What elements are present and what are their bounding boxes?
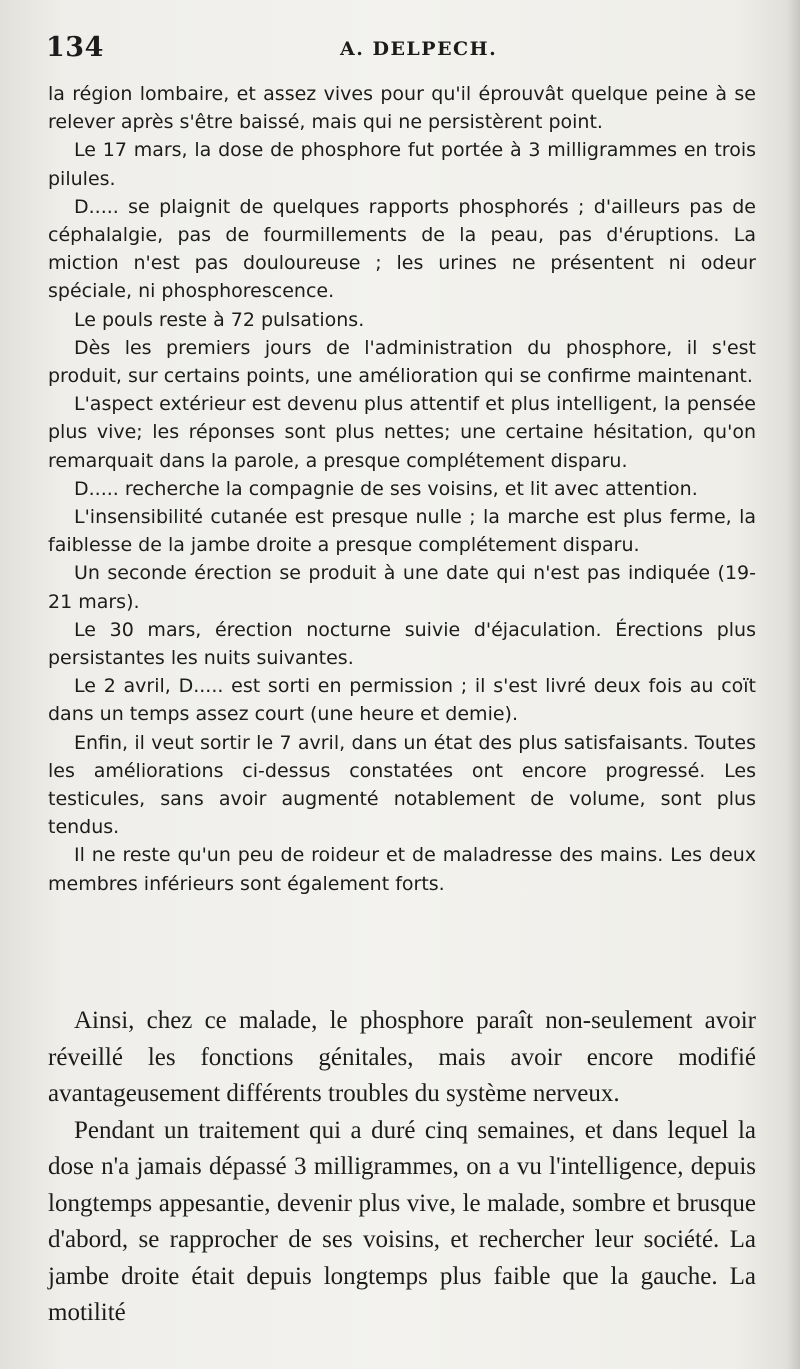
paragraph: Il ne reste qu'un peu de roideur et de maladresse des mains. Les deux membres inférieurs sont également forts. [48,844,756,895]
paragraph: Le 17 mars, la dose de phosphore fut portée à 3 milligrammes en trois pilules. [48,139,756,190]
running-head: A. DELPECH. [340,38,498,60]
case-report-text [48,80,756,898]
page-edge-shadow [786,0,800,1369]
paragraph: Ainsi, chez ce malade, le phosphore paraît non-seulement avoir réveillé les fonctions génitales, mais avoir encore modifié avantageusement différents troubles du système nerveux. [48,1007,756,1107]
paragraph: la région lombaire, et assez vives pour qu'il éprouvât quelque peine à se relever après s'être baissé, mais qui ne persistèrent point. [48,83,756,134]
paragraph: Dès les premiers jours de l'administration du phosphore, il s'est produit, sur certains points, une amélioration qui se confirme maintenant. [48,336,756,388]
paragraph: D..... se plaignit de quelques rapports phosphorés ; d'ailleurs pas de céphalalgie, pas de fourmillements de la peau, pas d'éruptions. La miction n'est pas douloureuse ; les urines ne présentent ni odeur spéciale, ni phosphorescence. [48,195,756,303]
paragraph: Le pouls reste à 72 pulsations. [74,308,365,331]
paragraph: Pendant un traitement qui a duré cinq semaines, et dans lequel la dose n'a jamais dépassé 3 milligrammes, on a vu l'intelligence, depuis longtemps appesantie, devenir plus vive, le malade, sombre et brusque d'abord, se rapprocher de ses voisins, et rechercher leur société. La jambe droite était depuis longtemps plus faible que la gauche. La motilité [48,1116,756,1326]
paragraph: Le 30 mars, érection nocturne suivie d'éjaculation. Érections plus persistantes les nuits suivantes. [48,618,756,670]
paragraph: Enfin, il veut sortir le 7 avril, dans un état des plus satisfaisants. Toutes les améliorations ci-dessus constatées ont encore progressé. Les testicules, sans avoir augmenté notablement de volume, sont plus tendus. [48,731,756,839]
paragraph: Le 2 avril, D..... est sorti en permission ; il s'est livré deux fois au coït dans un temps assez court (une heure et demie). [48,675,756,726]
commentary-text [48,1003,756,1332]
paragraph: L'insensibilité cutanée est presque nulle ; la marche est plus ferme, la faiblesse de la jambe droite a presque complétement disparu. [48,506,756,557]
paragraph: Un seconde érection se produit à une date qui n'est pas indiquée (19-21 mars). [48,562,756,613]
paragraph: D..... recherche la compagnie de ses voisins, et lit avec attention. [74,477,698,500]
page-header [46,32,754,72]
paragraph: L'aspect extérieur est devenu plus attentif et plus intelligent, la pensée plus vive; les réponses sont plus nettes; une certaine hésitation, qu'on remarquait dans la parole, a presque complétement disparu. [48,393,756,472]
page-number: 134 [46,32,104,63]
